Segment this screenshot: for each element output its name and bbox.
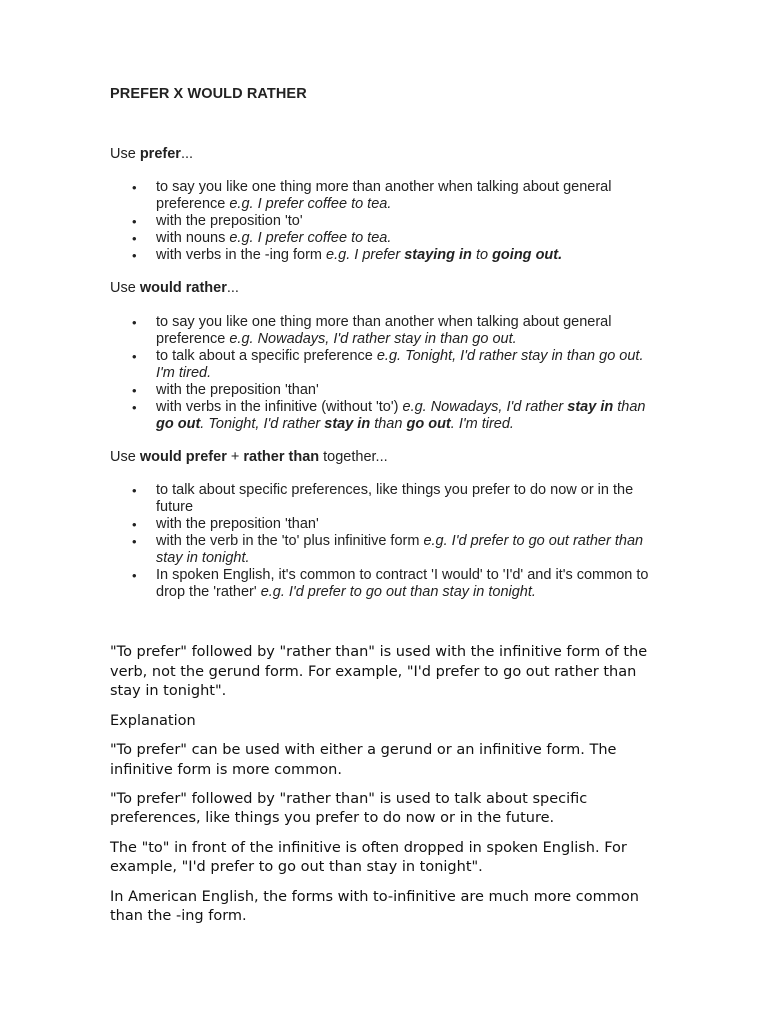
list-item: • with the verb in the 'to' plus infinitive form e.g. I'd prefer to go out rather than stay in tonight. <box>110 533 655 567</box>
would-prefer-usage-list <box>110 482 655 601</box>
would-rather-usage-list <box>110 314 655 433</box>
note-paragraph: The "to" in front of the infinitive is often dropped in spoken English. For example, "I'd prefer to go out than stay in tonight". <box>110 839 627 876</box>
list-item: • to say you like one thing more than another when talking about general preference e.g. I prefer coffee to tea. <box>110 179 655 213</box>
list-item: • with the preposition 'than' <box>110 382 655 399</box>
heading-keyword: would prefer <box>139 449 227 465</box>
list-item: • with nouns e.g. I prefer coffee to tea. <box>110 230 655 247</box>
section-heading-would-rather <box>110 280 239 296</box>
note-paragraph: "To prefer" can be used with either a gerund or an infinitive form. The infinitive form is more common. <box>110 741 617 778</box>
note-paragraph: In American English, the forms with to-infinitive are much more common than the -ing form. <box>110 888 639 925</box>
heading-text: ... <box>226 280 239 296</box>
list-item: • with verbs in the infinitive (without 'to') e.g. Nowadays, I'd rather stay in than go out. Tonight, I'd rather stay in than go out. I'm tired. <box>110 399 655 433</box>
section-heading-would-prefer-rather-than <box>110 449 388 465</box>
list-item: • to say you like one thing more than another when talking about general preference e.g. Nowadays, I'd rather stay in than go out. <box>110 314 655 348</box>
note-paragraph: "To prefer" followed by "rather than" is used with the infinitive form of the verb, not the gerund form. For example, "I'd prefer to go out rather than stay in tonight". <box>110 644 648 700</box>
list-item: • to talk about specific preferences, like things you prefer to do now or in the future <box>110 482 655 516</box>
list-item: • with the preposition 'to' <box>110 213 655 230</box>
explanation-notes <box>110 643 670 936</box>
list-item: • In spoken English, it's common to contract 'I would' to 'I'd' and it's common to drop the 'rather' e.g. I'd prefer to go out than stay in tonight. <box>110 567 655 601</box>
heading-text: together... <box>319 449 388 465</box>
document-title: PREFER X WOULD RATHER <box>110 86 307 102</box>
heading-keyword: prefer <box>139 146 181 162</box>
list-item: • to talk about a specific preference e.g. Tonight, I'd rather stay in than go out. I'm tired. <box>110 348 655 382</box>
heading-text: ... <box>180 146 194 162</box>
heading-text: Use <box>110 146 140 162</box>
note-paragraph: Explanation <box>110 712 196 729</box>
list-item: • with verbs in the -ing form e.g. I prefer staying in to going out. <box>110 247 655 264</box>
heading-keyword: would rather <box>139 280 227 296</box>
note-paragraph: "To prefer" followed by "rather than" is used to talk about specific preferences, like things you prefer to do now or in the future. <box>110 790 588 827</box>
section-heading-prefer <box>110 146 193 162</box>
heading-text: + <box>226 449 244 465</box>
heading-keyword: rather than <box>243 449 320 465</box>
heading-text: Use <box>110 280 140 296</box>
prefer-usage-list <box>110 179 655 264</box>
heading-text: Use <box>110 449 140 465</box>
list-item: • with the preposition 'than' <box>110 516 655 533</box>
